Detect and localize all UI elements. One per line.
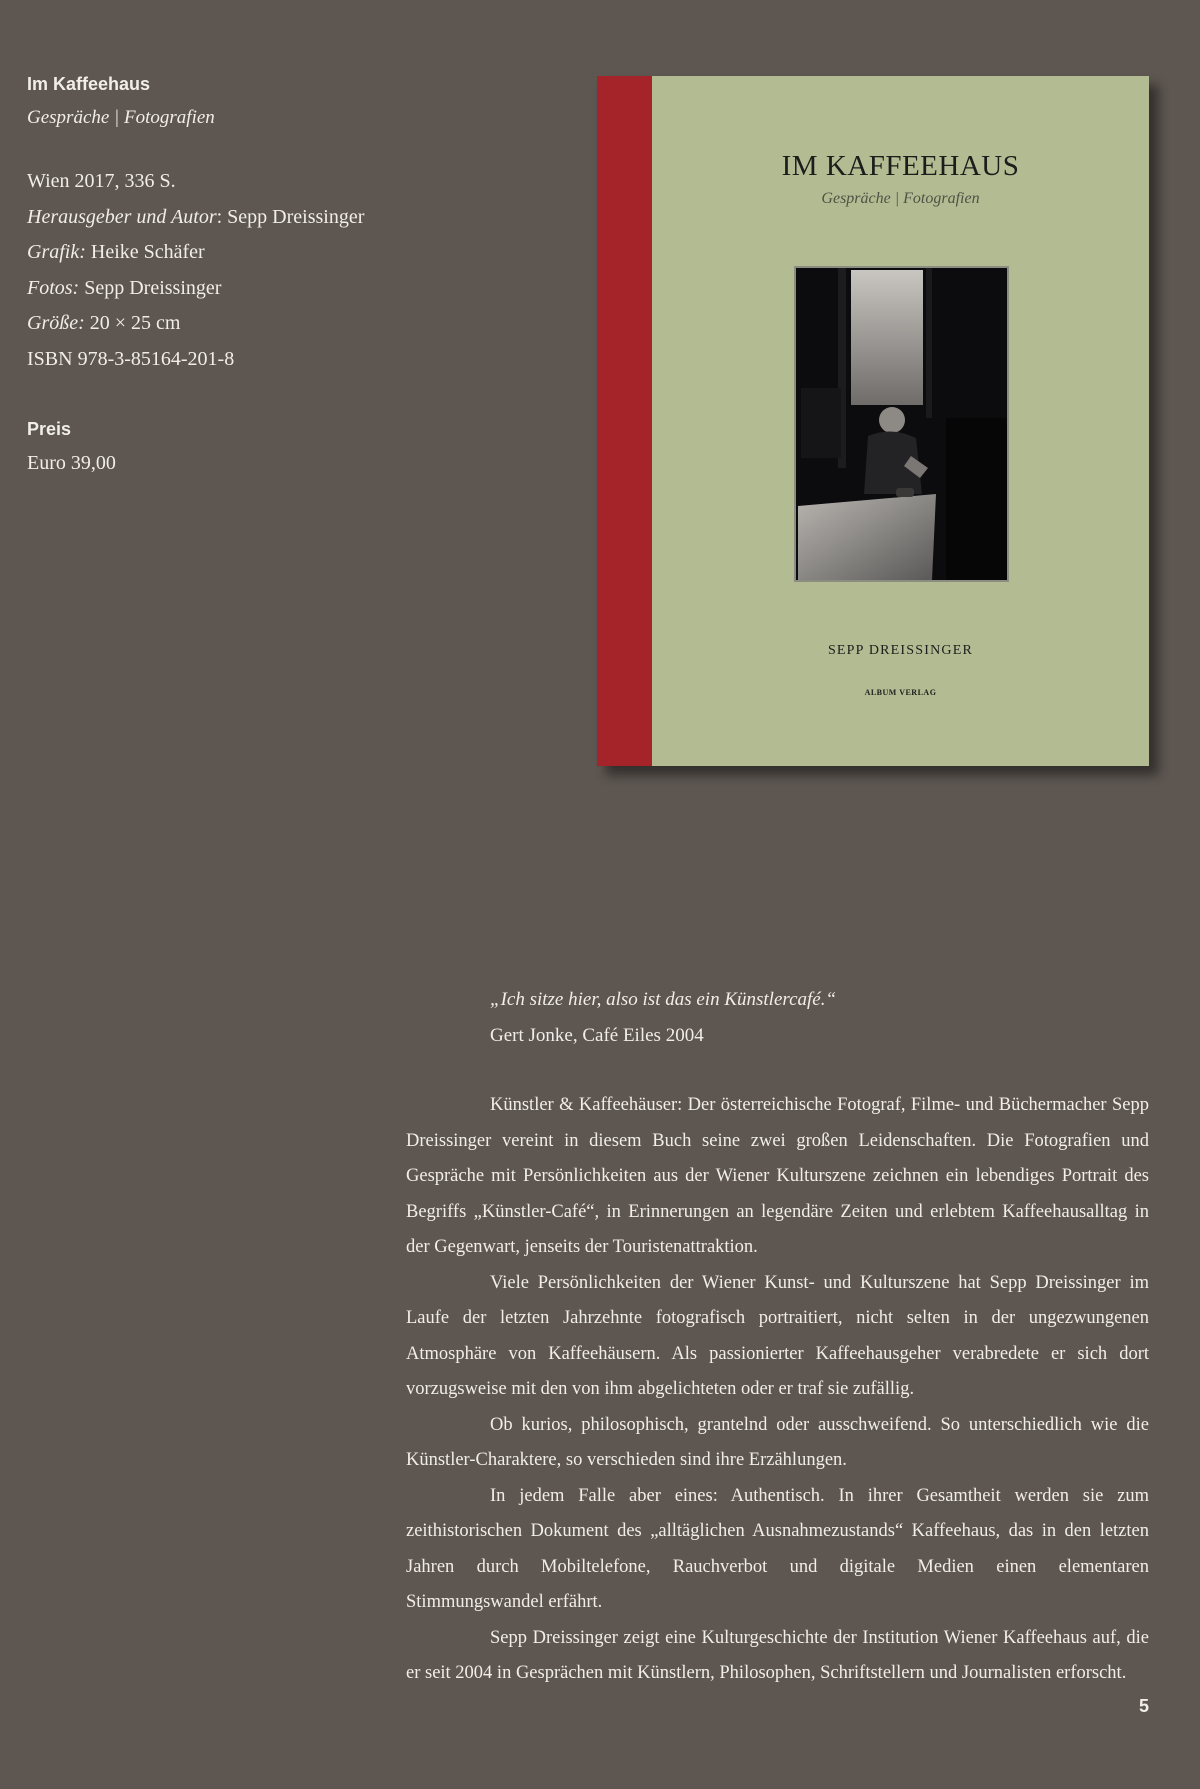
graphics-label: Grafik: (27, 241, 86, 263)
cover-photo (794, 266, 1009, 582)
graphics-line (27, 235, 507, 271)
photos-value: Sepp Dreissinger (79, 276, 222, 299)
editor-label: Herausgeber und Autor (27, 205, 217, 228)
price-heading: Preis (27, 419, 72, 439)
paragraph: Ob kurios, philosophisch, grantelnd oder ausschweifend. So unterschiedlich wie die Künstler-Charaktere, so verschieden sind ihre Erzählungen. (406, 1414, 1149, 1470)
size-line (27, 306, 507, 342)
cover-publisher: ALBUM VERLAG (864, 688, 937, 697)
book-subtitle: Gespräche | Fotografien (27, 107, 215, 128)
quote-attribution: Gert Jonke, Café Eiles 2004 (490, 1024, 704, 1046)
page-number: 5 (1138, 1696, 1149, 1716)
isbn: ISBN 978-3-85164-201-8 (27, 347, 235, 370)
quote-text: „Ich sitze hier, also ist das ein Künstlercafé.“ (490, 989, 837, 1010)
book-title: Im Kaffeehaus (27, 74, 151, 94)
description-text (406, 1088, 1149, 1692)
paragraph: Sepp Dreissinger zeigt eine Kulturgeschichte der Institution Wiener Kaffeehaus auf, die er seit 2004 in Gesprächen mit Künstlern, Philosophen, Schriftstellern und Journalisten erforscht. (406, 1627, 1149, 1683)
photos-label: Fotos: (27, 276, 80, 299)
graphics-value: Heike Schäfer (85, 241, 205, 263)
size-label: Größe: (27, 312, 85, 334)
book-cover (597, 76, 1149, 766)
cover-subtitle: Gespräche | Fotografien (821, 190, 980, 207)
cover-photo-image (796, 268, 1007, 580)
place-year-pages: Wien 2017, 336 S. (27, 170, 176, 192)
editor-value: : Sepp Dreissinger (216, 205, 365, 228)
paragraph: Viele Persönlichkeiten der Wiener Kunst- und Kulturszene hat Sepp Dreissinger im Laufe der letzten Jahrzehnte fotografisch portraitiert, nicht selten in der ungezwungenen Atmosphäre von Kaffeehäusern. Als passionierter Kaffeehausgeher verabredete er sich dort vorzugsweise mit den von ihm abgelichteten oder er traf sie zufällig. (406, 1272, 1149, 1399)
paragraph: In jedem Falle aber eines: Authentisch. In ihrer Gesamtheit werden sie zum zeithistorischen Dokument des „alltäglichen Ausnahmezustands“ Kaffeehaus, das in den letzten Jahren durch Mobiltelefone, Rauchverbot und digitale Medien einen elementaren Stimmungswandel erfährt. (406, 1485, 1149, 1612)
photos-line (27, 271, 507, 307)
book-details (27, 164, 507, 377)
size-value: 20 × 25 cm (84, 312, 181, 334)
cover-title: IM KAFFEEHAUS (781, 150, 1020, 182)
book-info (27, 72, 507, 477)
cover-spine (597, 76, 652, 766)
paragraph: Künstler & Kaffeehäuser: Der österreichische Fotograf, Filme- und Büchermacher Sepp Dreissinger vereint in diesem Buch seine zwei großen Leidenschaften. Die Fotografien und Gespräche mit Persönlichkeiten aus der Wiener Kulturszene zeichnen ein lebendiges Portrait des Begriffs „Künstler-Café“, in Erinnerungen an legendäre Zeiten und erlebtem Kaffeehausalltag in der Gegenwart, jenseits der Touristenattraktion. (406, 1095, 1149, 1257)
quote-block (490, 982, 1150, 1053)
cover-author: SEPP DREISSINGER (827, 643, 974, 658)
price-value: Euro 39,00 (27, 452, 116, 474)
editor-line (27, 200, 507, 236)
